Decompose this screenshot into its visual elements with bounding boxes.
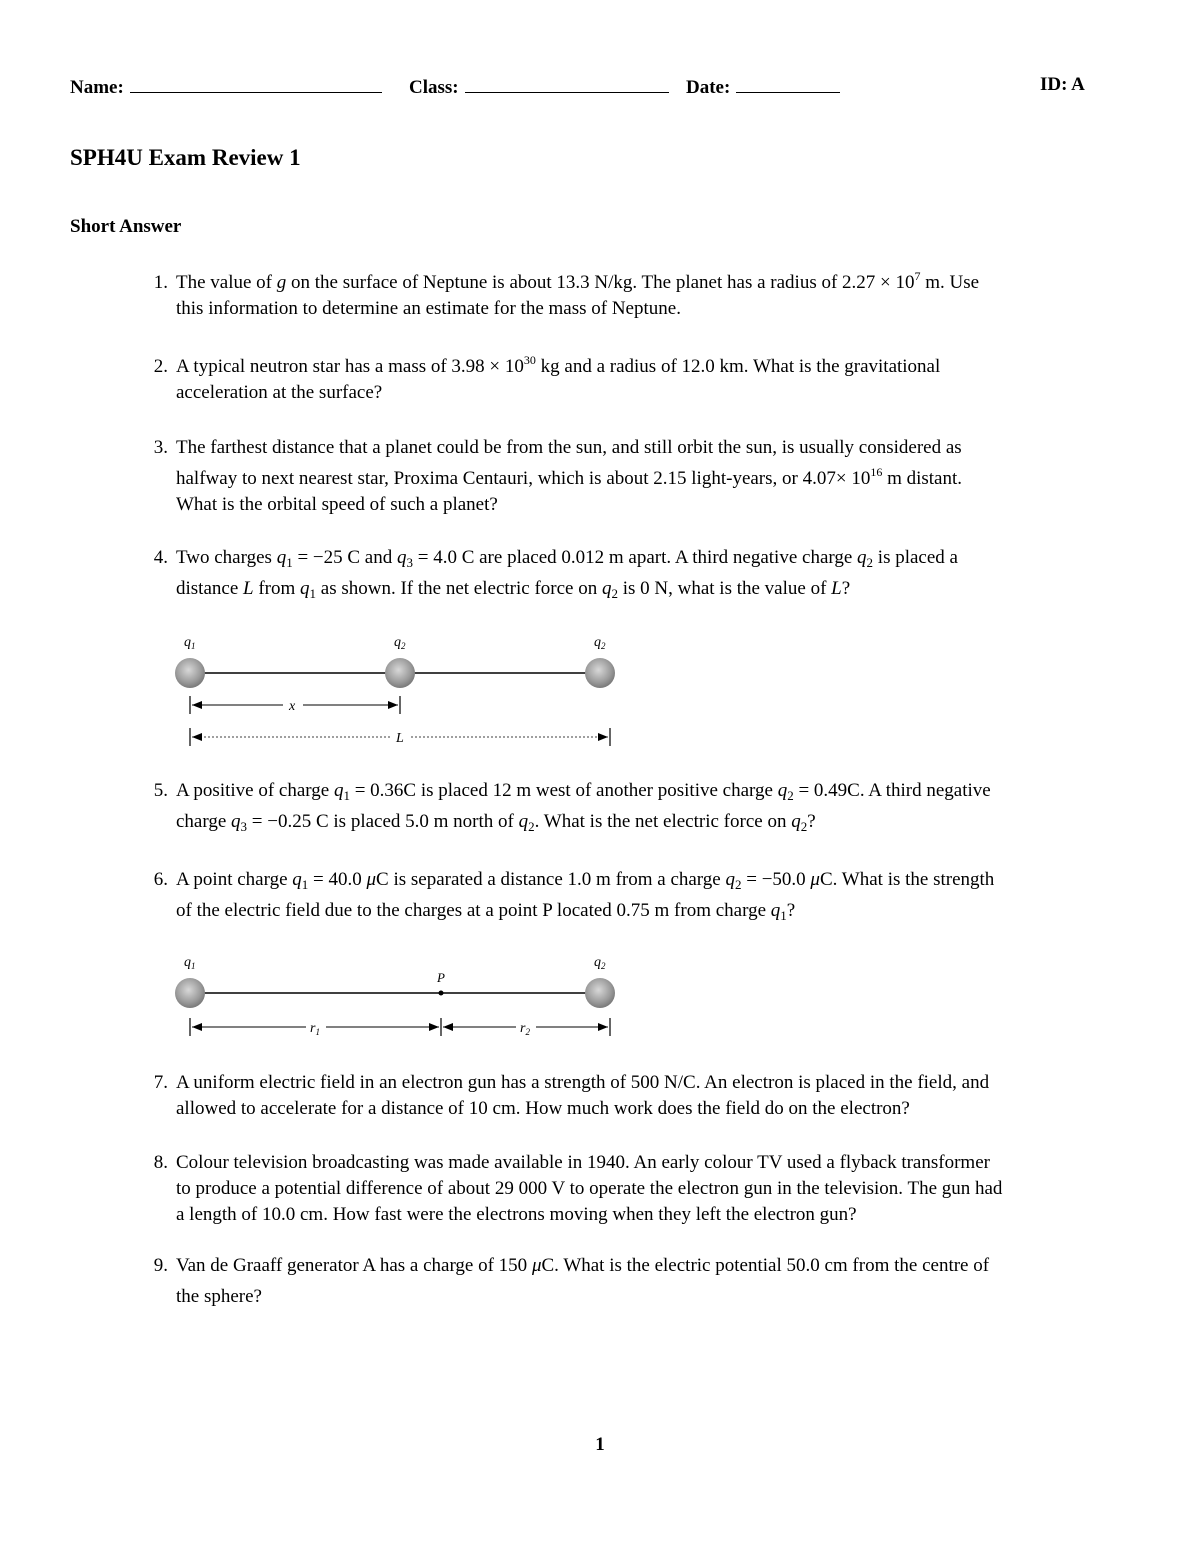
r2-arrow-left xyxy=(443,1023,453,1031)
question-line: A point charge $q_1 = 40.0$ μC is separated a distance 1.0 m from a charge $q_2 = -50.0$ μC. What is the strength xyxy=(176,869,995,892)
question-line: acceleration at the surface? xyxy=(176,382,383,403)
section-heading: Short Answer xyxy=(70,216,182,237)
date-blank[interactable] xyxy=(736,74,840,93)
question-line: The farthest distance that a planet could be from the sun, and still orbit the sun, is usually considered as xyxy=(176,437,962,458)
page-number: 1 xyxy=(595,1434,605,1455)
question-line: Colour television broadcasting was made available in 1940. An early colour TV used a flyback transformer xyxy=(176,1152,990,1173)
question-line: What is the orbital speed of such a planet? xyxy=(176,494,498,515)
question-line: The value of g on the surface of Neptune is about 13.3 N/kg. The planet has a radius of $2.27 \times 10^7$ m. Use xyxy=(176,269,980,293)
diagram-1-svg xyxy=(168,628,638,752)
question-number: 5. xyxy=(153,780,168,801)
question-line: A typical neutron star has a mass of $3.98 \times 10^{30}$ kg and a radius of 12.0 km. What is the gravitational xyxy=(176,353,941,377)
question-line: the sphere? xyxy=(176,1286,262,1307)
question-line: Van de Graaff generator A has a charge of 150 μC. What is the electric potential 50.0 cm from the centre of xyxy=(176,1255,990,1276)
charge-diagram-2 xyxy=(168,950,638,1042)
question-line: halfway to next nearest star, Proxima Centauri, which is about 2.15 light-years, or $4.07\times 10^{16}$ m distant. xyxy=(176,465,963,489)
charge-q2-sphere xyxy=(385,658,415,688)
date-field[interactable] xyxy=(686,74,840,99)
question-line: A positive of charge $q_1 = 0.36C$ is placed 12 m west of another positive charge $q_2 = 0.49C$. A third negative xyxy=(176,780,991,803)
label-r1: $r_1$ xyxy=(310,1021,320,1037)
label-q2: $q_2$ xyxy=(594,955,606,971)
question-line: charge $q_3 = -0.25$ C is placed 5.0 m north of $q_2$. What is the net electric force on $q_2$? xyxy=(176,811,816,834)
label-q1: $q_1$ xyxy=(184,635,196,651)
question-line: of the electric field due to the charges at a point P located 0.75 m from charge $q_1$? xyxy=(176,900,796,923)
class-blank[interactable] xyxy=(465,74,669,93)
diagram-2-svg xyxy=(168,950,638,1042)
x-arrow-right xyxy=(388,701,398,709)
question-line: distance L from $q_1$ as shown. If the net electric force on $q_2$ is 0 N, what is the value of L? xyxy=(176,578,851,601)
l-arrow-right xyxy=(598,733,608,741)
class-label: Class: xyxy=(409,77,459,98)
question-number: 9. xyxy=(153,1255,168,1276)
label-p: P xyxy=(437,970,445,985)
charge-q1-sphere xyxy=(175,658,205,688)
question-number: 2. xyxy=(153,356,168,377)
question-line: allowed to accelerate for a distance of 10 cm. How much work does the field do on the electron? xyxy=(176,1098,910,1119)
name-blank[interactable] xyxy=(130,74,382,93)
question-line: a length of 10.0 cm. How fast were the electrons moving when they left the electron gun? xyxy=(176,1204,857,1225)
header xyxy=(70,74,1092,100)
question-number: 6. xyxy=(153,869,168,890)
label-q2: $q_2$ xyxy=(394,635,406,651)
question-line: to produce a potential difference of about 29 000 V to operate the electron gun in the television. The gun had xyxy=(176,1178,1003,1199)
question-number: 4. xyxy=(153,547,168,568)
charge-q3-sphere xyxy=(585,658,615,688)
label-L: L xyxy=(396,731,404,746)
question-number: 3. xyxy=(153,437,168,458)
charge-q2-sphere xyxy=(585,978,615,1008)
label-q3: $q_2$ xyxy=(594,635,606,651)
date-label: Date: xyxy=(686,77,731,98)
question-number: 8. xyxy=(153,1152,168,1173)
class-field[interactable] xyxy=(409,74,669,99)
label-q1: $q_1$ xyxy=(184,955,196,971)
r2-arrow-right xyxy=(598,1023,608,1031)
question-line: A uniform electric field in an electron gun has a strength of 500 N/C. An electron is placed in the field, and xyxy=(176,1072,990,1093)
question-line: Two charges $q_1 = -25$ C and $q_3 = 4.0$ C are placed 0.012 m apart. A third negative charge $q_2$ is placed a xyxy=(176,547,958,570)
label-r2: $r_2$ xyxy=(520,1021,530,1037)
id-label: ID: A xyxy=(1040,74,1085,95)
name-label: Name: xyxy=(70,77,124,98)
point-p xyxy=(439,991,444,996)
question-number: 7. xyxy=(153,1072,168,1093)
name-field[interactable] xyxy=(70,74,382,99)
charge-q1-sphere xyxy=(175,978,205,1008)
r1-arrow-right xyxy=(429,1023,439,1031)
l-arrow-left xyxy=(192,733,202,741)
charge-diagram-1 xyxy=(168,628,638,752)
page-title: SPH4U Exam Review 1 xyxy=(70,145,301,170)
question-line: this information to determine an estimate for the mass of Neptune. xyxy=(176,298,681,319)
r1-arrow-left xyxy=(192,1023,202,1031)
label-x: x xyxy=(289,699,296,714)
x-arrow-left xyxy=(192,701,202,709)
question-number: 1. xyxy=(153,272,168,293)
